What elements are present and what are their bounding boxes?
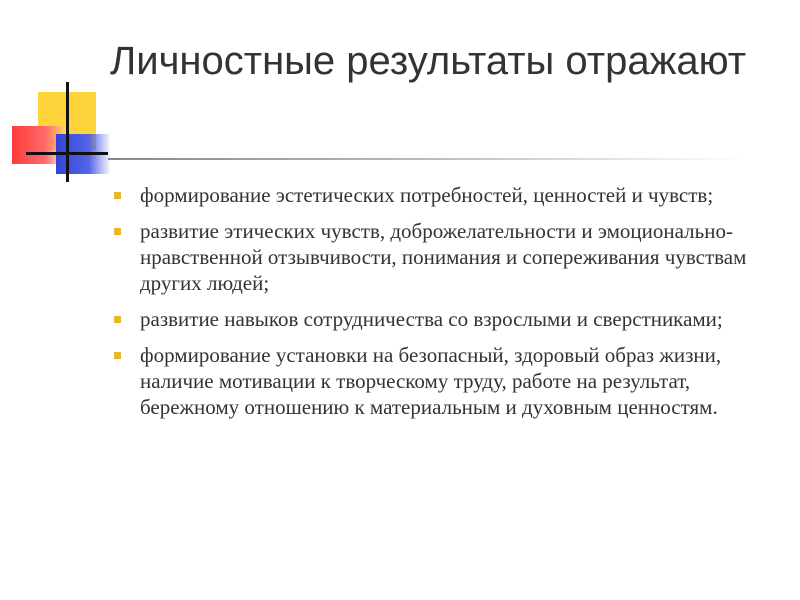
bullet-item	[114, 182, 784, 208]
decorative-squares	[0, 0, 140, 190]
vertical-line-decoration	[66, 82, 69, 182]
bullet-text: развитие этических чувств, доброжелательности и эмоционально-нравственной отзывчивости, понимания и сопереживания чувствам других людей;	[140, 219, 747, 295]
square-bullet-icon	[114, 228, 121, 235]
bullet-item	[114, 218, 784, 296]
title-underline-rule	[108, 158, 748, 160]
horizontal-line-decoration	[26, 152, 108, 155]
bullet-text: формирование эстетических потребностей, ценностей и чувств;	[140, 183, 714, 207]
bullet-list	[114, 182, 784, 430]
slide-title: Личностные результаты отражают	[110, 39, 747, 83]
bullet-text: развитие навыков сотрудничества со взрослыми и сверстниками;	[140, 307, 723, 331]
bullet-text: формирование установки на безопасный, здоровый образ жизни, наличие мотивации к творческому труду, работе на результат, бережному отношению к материальным и духовным ценностям.	[140, 343, 722, 419]
bullet-item	[114, 306, 784, 332]
square-bullet-icon	[114, 316, 121, 323]
square-bullet-icon	[114, 352, 121, 359]
bullet-item	[114, 342, 784, 420]
square-bullet-icon	[114, 192, 121, 199]
